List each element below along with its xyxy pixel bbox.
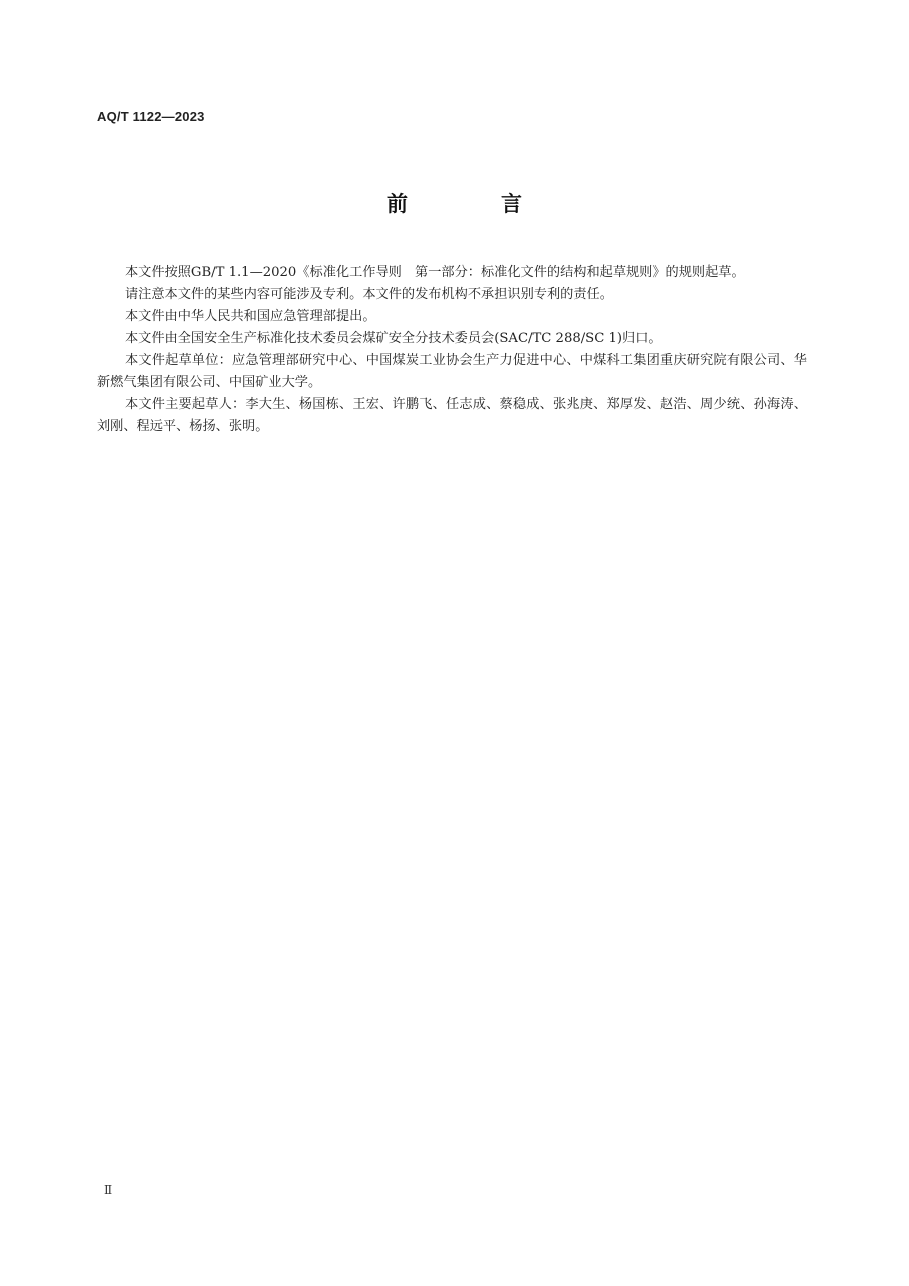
paragraph-administration: 本文件由全国安全生产标准化技术委员会煤矿安全分技术委员会(SAC/TC 288/SC 1)归口。 [125,331,662,346]
page-number: Ⅱ [104,1183,113,1197]
paragraph-drafting-rules: 本文件按照GB/T 1.1—2020《标准化工作导则 第一部分：标准化文件的结构和起草规则》的规则起草。 [125,265,745,280]
standard-code-header: AQ/T 1122—2023 [97,109,205,124]
paragraph-proposer: 本文件由中华人民共和国应急管理部提出。 [125,309,376,324]
foreword-body [97,262,807,438]
paragraph-patent-notice: 请注意本文件的某些内容可能涉及专利。本文件的发布机构不承担识别专利的责任。 [125,287,613,302]
paragraph-drafting-units: 本文件起草单位：应急管理部研究中心、中国煤炭工业协会生产力促进中心、中煤科工集团重庆研究院有限公司、华新燃气集团有限公司、中国矿业大学。 [97,353,807,390]
page-title: 前 言 [387,192,558,216]
paragraph-drafters: 本文件主要起草人：李大生、杨国栋、王宏、许鹏飞、任志成、蔡稳成、张兆庚、郑厚发、赵浩、周少统、孙海涛、刘刚、程远平、杨扬、张明。 [97,397,807,434]
